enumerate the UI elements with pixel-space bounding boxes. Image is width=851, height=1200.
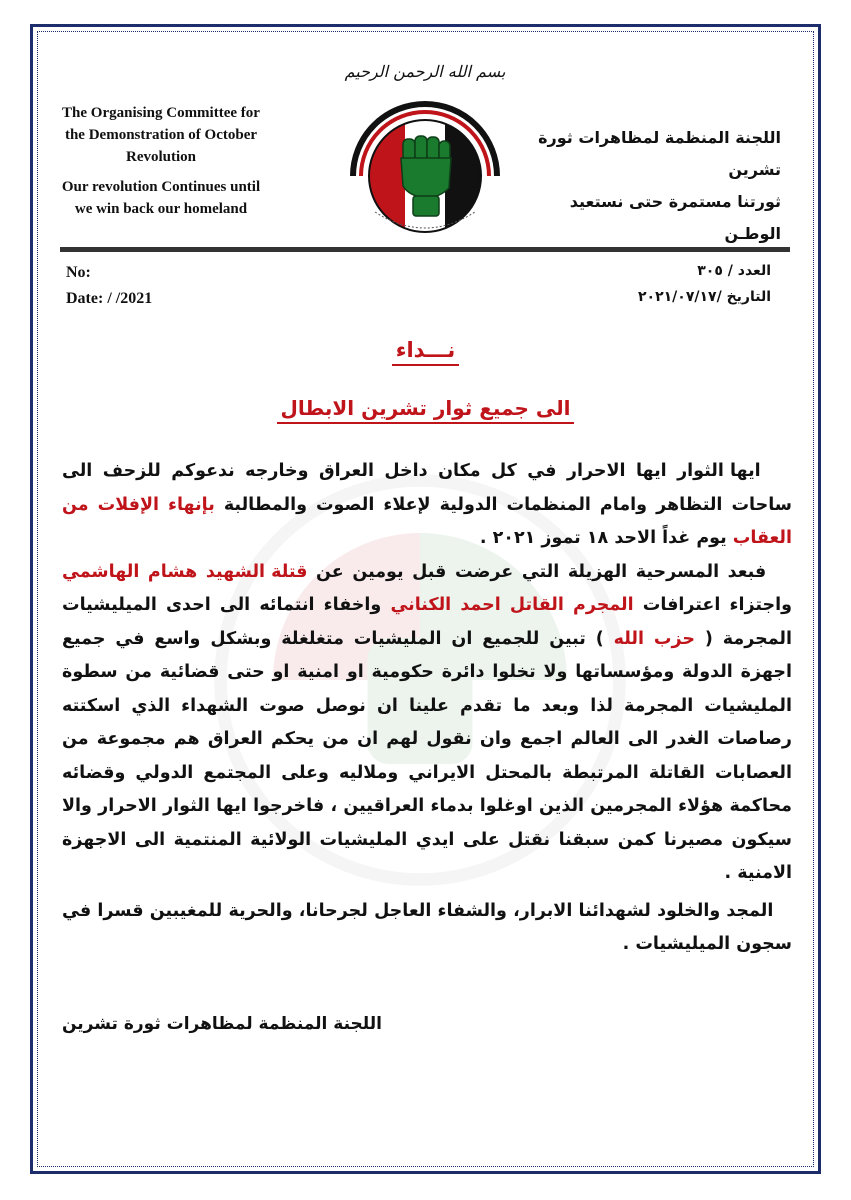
p2-text-b: واجتزاء اعترافات [633, 595, 793, 615]
p3-text: المجد والخلود لشهدائنا الابرار، والشفاء العاجل لجرحانا، والحرية للمغيبين قسرا في سجون الميليشيات . [62, 900, 792, 954]
document-meta-en [66, 260, 316, 312]
header-arabic [511, 122, 781, 250]
p2-highlight-martyr: قتلة الشهيد هشام الهاشمي [62, 561, 308, 582]
p2-text-a: فبعد المسرحية الهزيلة التي عرضت قبل يومين عن [307, 561, 767, 582]
bismillah: بسم الله الرحمن الرحيم [344, 62, 506, 81]
document-meta-ar [511, 258, 771, 310]
org-name-ar: اللجنة المنظمة لمظاهرات ثورة تشرين [538, 128, 781, 179]
audience-heading [0, 396, 851, 420]
paragraph-2 [62, 556, 792, 891]
p2-text-d: ) تبين للجميع ان المليشيات متغلغلة وبشكل واسع في جميع اجهزة الدولة ومؤسساتها ولا تخلوا دائرة حكومية او امنية او حتى قضائية من سطوة المليشيات المجرمة لذا وبعد ما تقدم علينا ان نوصل صوت الشهداء الذي اسكتته رصاصات الغدر الى العالم اجمع وان نقول لهم ان من يحكم العراق هم مجموعة من العصابات القاتلة المرتبطة بالمحتل الايراني وملاليه وعلى المجتمع الدولي وقضائه محاكمة هؤلاء المجرمين الذين اوغلوا بدماء العراقيين ، فاخرجوا ايها الثوار الاحرار والا سيكون مصيرنا كمن سبقنا نقتل على ايدي المليشيات الولائية المنتمية الى الاجهزة الامنية . [62, 628, 792, 883]
paragraph-1 [62, 455, 792, 556]
p1-text-a: ايها الثوار ايها الاحرار في كل مكان داخل العراق وخارجه ندعوكم للزحف الى ساحات التظاهر وامام المنظمات الدولية لإعلاء الصوت والمطالبة [62, 461, 792, 515]
signature: اللجنة المنظمة لمظاهرات ثورة تشرين [62, 1014, 382, 1034]
date-ar: التاريخ /٢٠٢١/٠٧/١٧ [637, 289, 771, 305]
org-name-en: The Organising Committee for the Demonstration of October Revolution [62, 105, 260, 165]
committee-logo-icon [335, 84, 515, 244]
p2-text-c: واخفاء انتمائه الى احدى الميليشيات المجرمة ( [62, 595, 792, 649]
letter-body [62, 455, 792, 962]
audience-heading-text: الى جميع ثوار تشرين الابطال [277, 396, 575, 424]
call-heading [0, 338, 851, 362]
p1-text-b: يوم غداً الاحد ١٨ تموز ٢٠٢١ . [479, 528, 733, 548]
p1-highlight: بإنهاء الإفلات من العقاب [62, 494, 792, 548]
call-heading-text: نـــداء [392, 338, 459, 366]
p2-highlight-criminal: المجرم القاتل احمد الكناني [390, 595, 634, 615]
header-english [55, 102, 267, 220]
header-divider [60, 247, 790, 252]
number-label: No: [66, 264, 91, 281]
p2-highlight-group: حزب الله [613, 628, 695, 649]
motto-en: Our revolution Continues until we win back our homeland [61, 179, 261, 217]
date-label: Date: / /2021 [66, 290, 153, 307]
paragraph-3 [62, 895, 792, 962]
number-ar: العدد / ٣٠٥ [697, 263, 771, 279]
motto-ar: ثورتنا مستمرة حتى نستعيد الوطـن [569, 192, 781, 243]
